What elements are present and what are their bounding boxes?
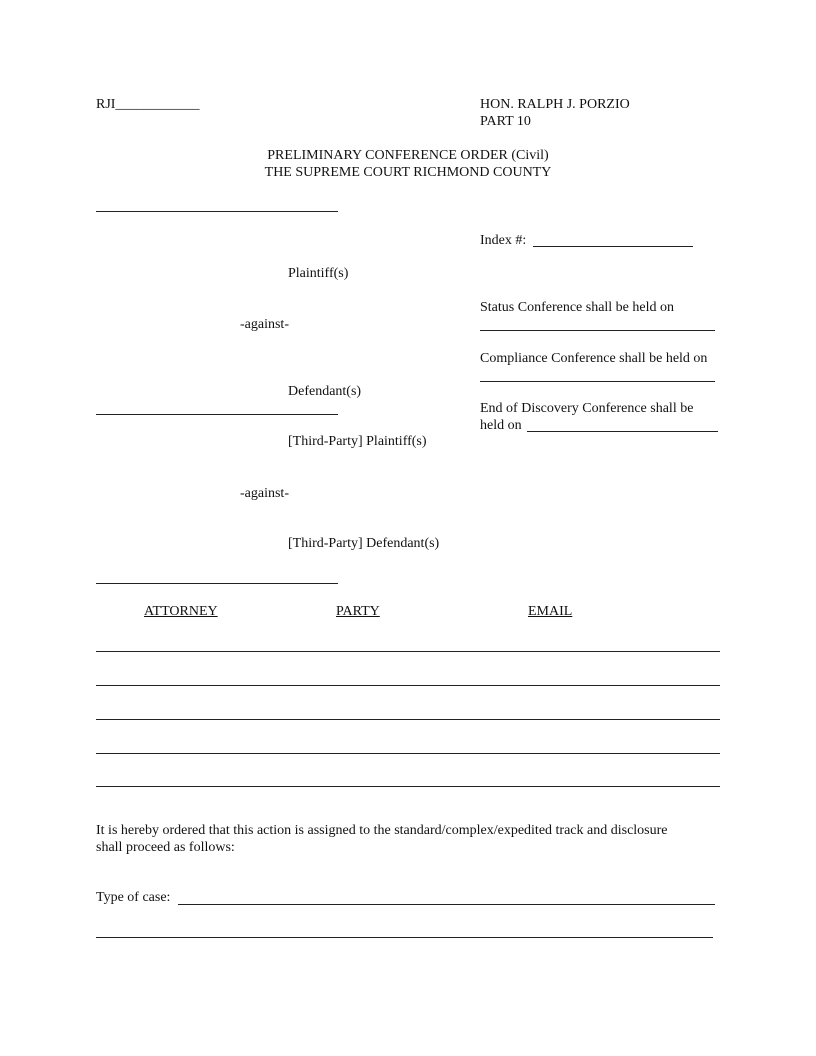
index-number-field[interactable] [533, 246, 693, 247]
attorney-row-line[interactable] [96, 651, 720, 652]
third-party-defendant-label: [Third-Party] Defendant(s) [288, 536, 440, 551]
document-title: PRELIMINARY CONFERENCE ORDER (Civil) [267, 148, 549, 163]
end-discovery-held-on-label: held on [480, 418, 522, 433]
plaintiff-label: Plaintiff(s) [288, 266, 349, 281]
index-number-label: Index #: [480, 233, 527, 248]
judge-name: HON. RALPH J. PORZIO [480, 97, 630, 112]
status-conference-date-field[interactable] [480, 330, 715, 331]
attorney-row-line[interactable] [96, 685, 720, 686]
email-column-header: EMAIL [528, 604, 573, 619]
against-label-2: -against- [240, 486, 289, 501]
against-label: -against- [240, 317, 289, 332]
compliance-conference-date-field[interactable] [480, 381, 715, 382]
type-of-case-continuation-line[interactable] [96, 937, 713, 938]
party-column-header: PARTY [336, 604, 380, 619]
third-party-defendant-name-line[interactable] [96, 583, 338, 584]
order-text-line1: It is hereby ordered that this action is assigned to the standard/complex/expedited track and disclosure [96, 823, 668, 838]
type-of-case-field[interactable] [178, 904, 715, 905]
attorney-column-header: ATTORNEY [144, 604, 218, 619]
plaintiff-name-line[interactable] [96, 211, 338, 212]
court-name: THE SUPREME COURT RICHMOND COUNTY [264, 165, 552, 180]
attorney-row-line[interactable] [96, 719, 720, 720]
defendant-label: Defendant(s) [288, 384, 362, 399]
end-discovery-conference-date-field[interactable] [527, 431, 718, 432]
order-text-line2: shall proceed as follows: [96, 840, 235, 855]
status-conference-label: Status Conference shall be held on [480, 300, 675, 315]
rji-field[interactable]: RJI____________ [96, 97, 200, 112]
end-discovery-conference-label: End of Discovery Conference shall be [480, 401, 694, 416]
compliance-conference-label: Compliance Conference shall be held on [480, 351, 708, 366]
third-party-plaintiff-name-line[interactable] [96, 414, 338, 415]
third-party-plaintiff-label: [Third-Party] Plaintiff(s) [288, 434, 427, 449]
attorney-row-line[interactable] [96, 786, 720, 787]
court-part: PART 10 [480, 114, 531, 129]
type-of-case-label: Type of case: [96, 890, 171, 905]
attorney-row-line[interactable] [96, 753, 720, 754]
